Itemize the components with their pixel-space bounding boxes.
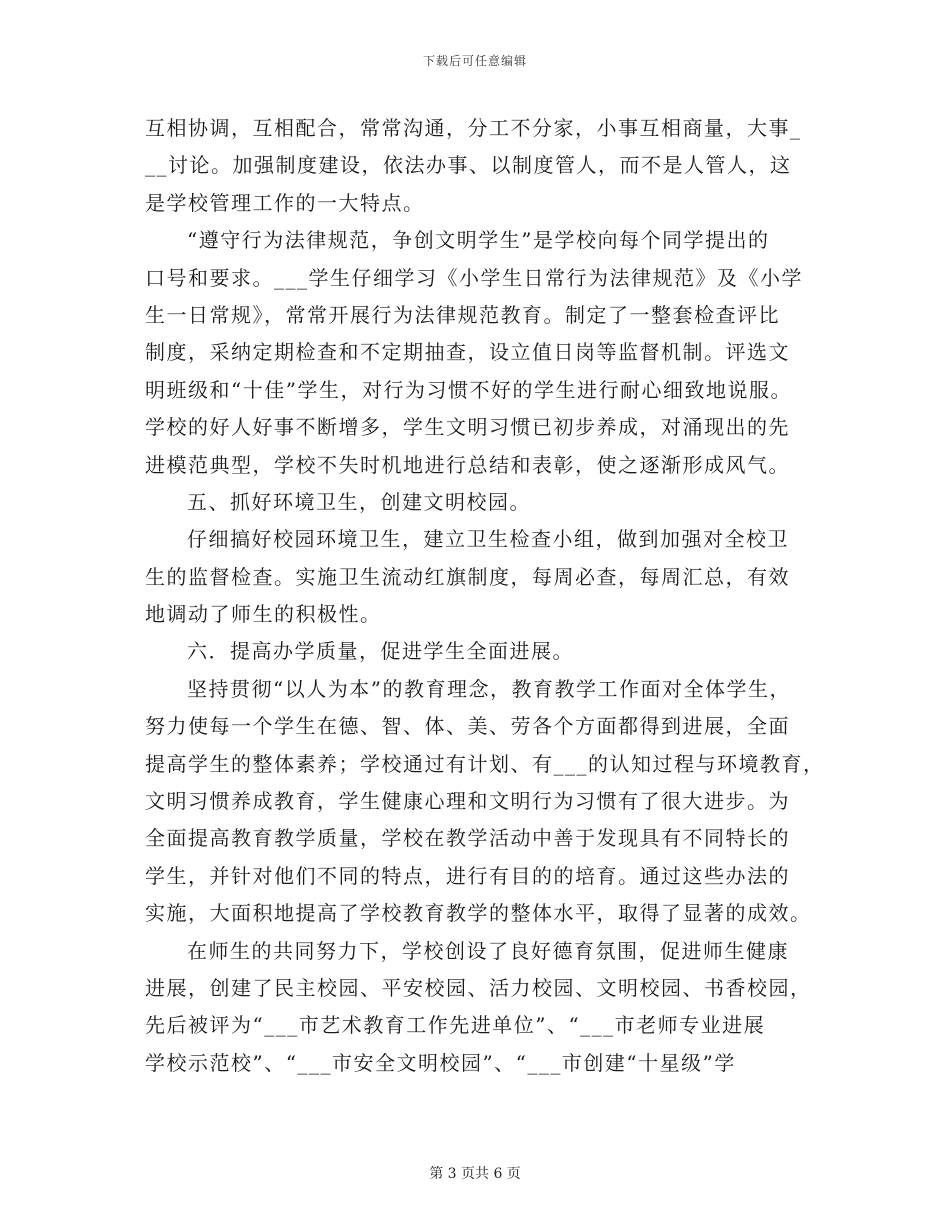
text-line: 仔细搞好校园环境卫生，建立卫生检查小组，做到加强对全校卫: [187, 527, 789, 552]
text-line: 在师生的共同努力下，学校创设了良好德育氛围，促进师生健康: [187, 938, 789, 963]
text-line: 互相协调，互相配合，常常沟通，分工不分家，小事互相商量，大事_: [145, 116, 802, 140]
text-line: 进模范典型，学校不失时机地进行总结和表彰，使之逐渐形成风气。: [145, 452, 790, 477]
text-line: 制度，采纳定期检查和不定期抽查，设立值日岗等监督机制。评选文: [145, 340, 790, 365]
text-line: 文明习惯养成教育，学生健康心理和文明行为习惯有了很大进步。为: [145, 789, 790, 814]
document-body: [145, 110, 825, 1082]
page-number: 第 3 页共 6 页: [429, 1166, 521, 1182]
text-line: “遵守行为法律规范，争创文明学生”是学校向每个同学提出的: [187, 228, 770, 253]
text-line: 学校的好人好事不断增多，学生文明习惯已初步养成，对涌现出的先: [145, 415, 790, 440]
text-line: 学校示范校”、“___市安全文明校园”、“___市创建“十星级”学: [145, 1050, 736, 1075]
text-line: 全面提高教育教学质量，学校在教学活动中善于发现具有不同特长的: [145, 826, 790, 851]
text-line: 口号和要求。___学生仔细学习《小学生日常行为法律规范》及《小学: [145, 265, 803, 290]
text-line: 坚持贯彻“以人为本”的教育理念，教育教学工作面对全体学生，: [187, 676, 791, 701]
page-header: 下载后可任意编辑: [422, 54, 527, 68]
section-heading: 五、抓好环境卫生，创建文明校园。: [187, 489, 531, 514]
section-heading: 六．提高办学质量，促进学生全面进展。: [187, 639, 574, 664]
text-line: 地调动了师生的积极性。: [145, 602, 382, 627]
text-line: 学生，并针对他们不同的特点，进行有目的的培育。通过这些办法的: [145, 863, 790, 888]
text-line: 生的监督检查。实施卫生流动红旗制度，每周必查，每周汇总，有效: [145, 564, 790, 589]
text-line: 是学校管理工作的一大特点。: [145, 190, 425, 215]
text-line: __讨论。加强制度建设，依法办事、以制度管人，而不是人管人，这: [145, 153, 792, 178]
text-line: 明班级和“十佳”学生，对行为习惯不好的学生进行耐心细致地说服。: [145, 377, 792, 402]
text-line: 提高学生的整体素养；学校通过有计划、有___的认知过程与环境教育，: [145, 751, 825, 776]
text-line: 努力使每一个学生在德、智、体、美、劳各个方面都得到进展，全面: [145, 714, 790, 739]
text-line: 生一日常规》，常常开展行为法律规范教育。制定了一整套检查评比: [145, 302, 780, 327]
text-line: 进展，创建了民主校园、平安校园、活力校园、文明校园、书香校园，: [145, 975, 812, 1000]
text-line: 先后被评为“___市艺术教育工作先进单位”、“___市老师专业进展: [145, 1013, 766, 1038]
text-line: 实施，大面积地提高了学校教育教学的整体水平，取得了显著的成效。: [145, 901, 812, 926]
